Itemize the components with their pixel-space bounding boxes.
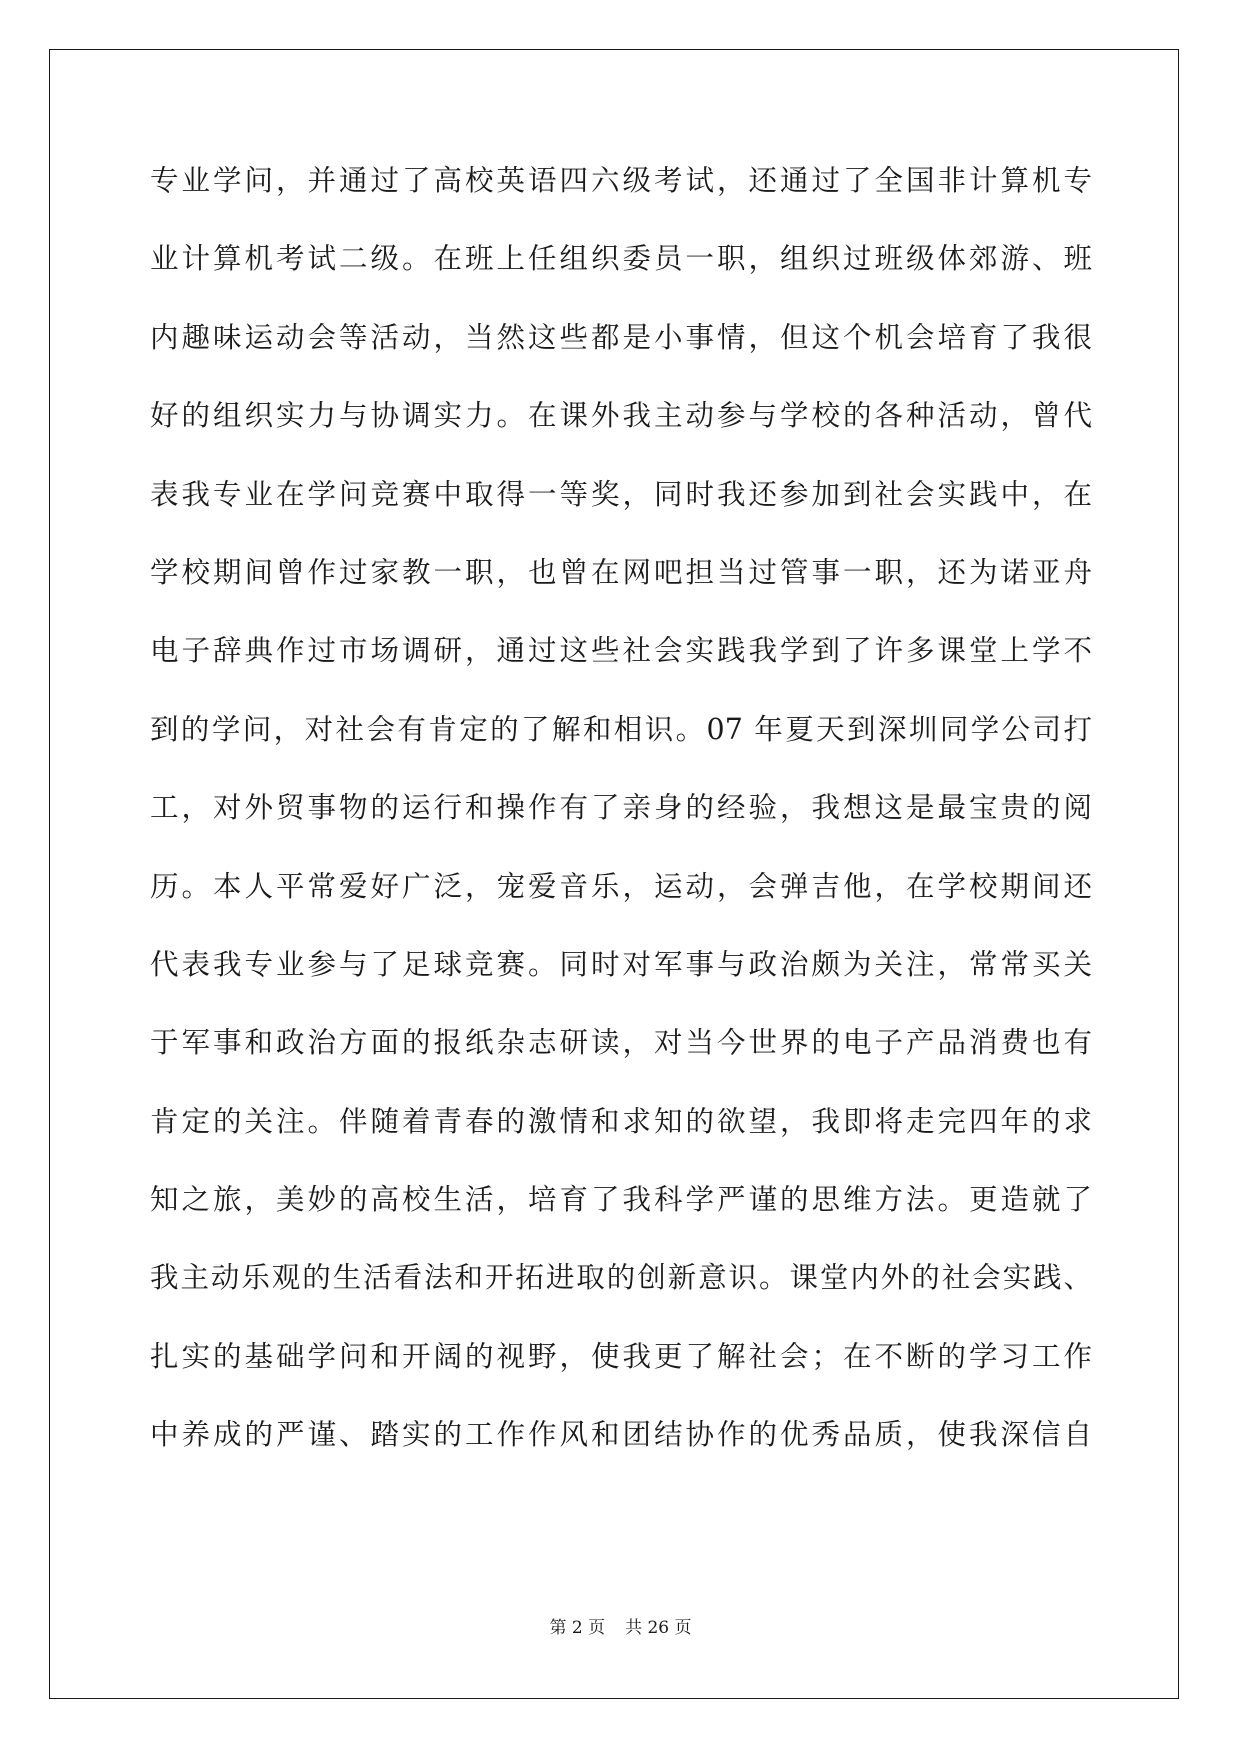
body-text: [150, 163, 1092, 1496]
text-line: 好的组织实力与协调实力。在课外我主动参与学校的各种活动，曾代: [150, 399, 1092, 433]
text-line: 专业学问，并通过了高校英语四六级考试，还通过了全国非计算机专: [150, 164, 1092, 197]
text-line: 业计算机考试二级。在班上任组织委员一职，组织过班级体郊游、班: [150, 242, 1092, 276]
page-total: 共 26 页: [625, 1618, 692, 1638]
text-line: 电子辞典作过市场调研，通过这些社会实践我学到了许多课堂上学不: [150, 634, 1092, 668]
text-line: 我主动乐观的生活看法和开拓进取的创新意识。课堂内外的社会实践、: [150, 1261, 1092, 1295]
text-line: 肯定的关注。伴随着青春的激情和求知的欲望，我即将走完四年的求: [150, 1104, 1092, 1138]
text-line: 学校期间曾作过家教一职，也曾在网吧担当过管事一职，还为诺亚舟: [150, 555, 1092, 589]
text-line: 中养成的严谨、踏实的工作作风和团结协作的优秀品质，使我深信自: [150, 1418, 1092, 1452]
text-line: 到的学问，对社会有肯定的了解和相识。07 年夏天到深圳同学公司打: [150, 712, 1092, 746]
text-line: 知之旅，美妙的高校生活，培育了我科学严谨的思维方法。更造就了: [150, 1183, 1092, 1217]
page-footer: [0, 1618, 1241, 1638]
page-number: 第 2 页: [549, 1618, 606, 1638]
text-line: 内趣味运动会等活动，当然这些都是小事情，但这个机会培育了我很: [150, 320, 1092, 354]
text-line: 工，对外贸事物的运行和操作有了亲身的经验，我想这是最宝贵的阅: [150, 791, 1092, 825]
text-line: 于军事和政治方面的报纸杂志研读，对当今世界的电子产品消费也有: [150, 1026, 1092, 1060]
text-line: 扎实的基础学问和开阔的视野，使我更了解社会；在不断的学习工作: [150, 1339, 1092, 1373]
text-line: 历。本人平常爱好广泛，宠爱音乐，运动，会弹吉他，在学校期间还: [150, 869, 1092, 903]
text-line: 表我专业在学问竞赛中取得一等奖，同时我还参加到社会实践中，在: [150, 477, 1092, 511]
text-line: 代表我专业参与了足球竞赛。同时对军事与政治颇为关注，常常买关: [150, 947, 1092, 981]
